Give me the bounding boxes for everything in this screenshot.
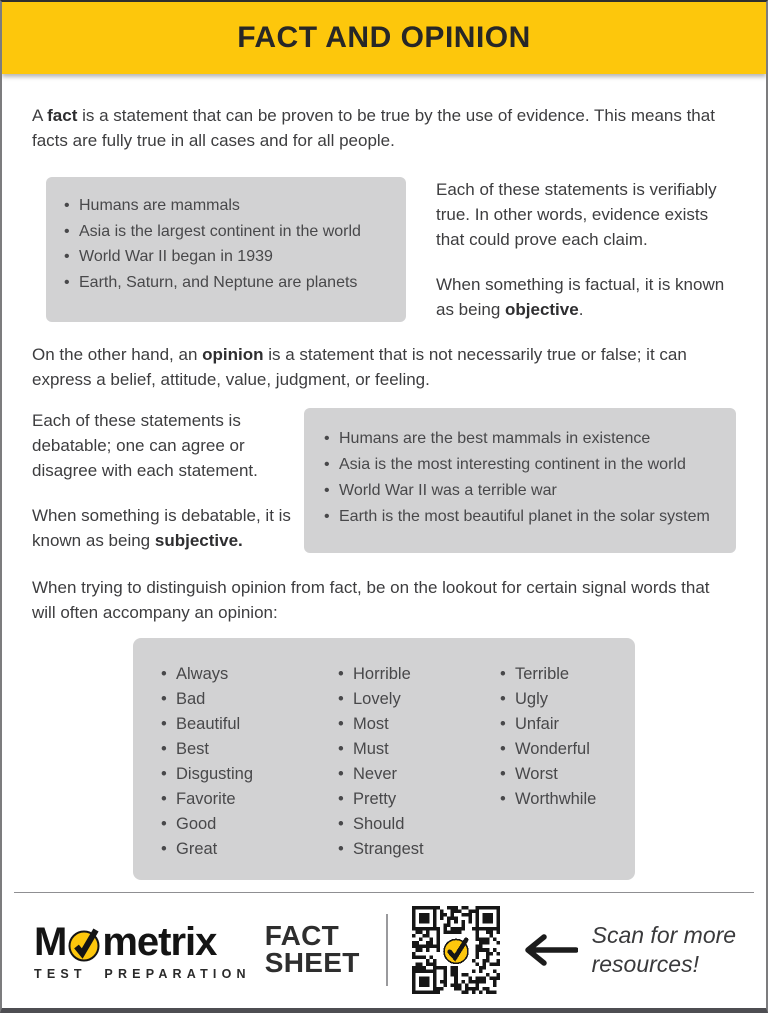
list-item: • Wonderful <box>500 737 635 762</box>
title-banner <box>2 2 766 74</box>
spacer <box>436 252 736 272</box>
list-item: • Humans are mammals <box>64 193 396 219</box>
brand-prefix: M <box>34 919 67 964</box>
list-item: • Must <box>338 737 500 762</box>
list-item: • Disgusting <box>161 762 338 787</box>
fact-aside-paragraph-1: Each of these statements is verifiably true. In other words, evidence exists that could prove each claim. <box>436 180 717 249</box>
subjective-pre: When something is debatable, it is known as being <box>32 506 291 550</box>
brand-tagline: TEST PREPARATION <box>34 966 251 981</box>
list-item: • Asia is the most interesting continent in the world <box>324 452 728 478</box>
signal-words-column-1 <box>161 662 338 862</box>
list-item: • Earth is the most beautiful planet in the solar system <box>324 504 728 530</box>
fact-definition-pre: A <box>32 106 48 125</box>
opinion-examples-row <box>32 408 736 553</box>
mometrix-check-circle-icon <box>67 920 101 964</box>
page-title: FACT AND OPINION <box>237 21 531 54</box>
signal-words-paragraph: When trying to distinguish opinion from fact, be on the lookout for certain signal words that will often accompany an opinion: <box>32 578 710 622</box>
fact-sheet-label <box>264 920 360 978</box>
list-item: • Great <box>161 837 338 862</box>
opinion-aside-column <box>32 408 298 553</box>
list-item: • Lovely <box>338 687 500 712</box>
scan-caption-line-1: Scan for more <box>591 922 737 948</box>
opinion-examples-list <box>324 426 728 530</box>
list-item: • World War II began in 1939 <box>64 244 396 270</box>
list-item: • Never <box>338 762 500 787</box>
opinion-definition-paragraph <box>32 342 736 392</box>
list-item: • Most <box>338 712 500 737</box>
fact-examples-list <box>64 193 396 295</box>
qr-code <box>412 906 500 994</box>
scan-caption <box>592 921 736 979</box>
mometrix-wordmark <box>34 920 251 964</box>
brand-suffix: metrix <box>102 919 217 964</box>
opinion-examples-box <box>304 408 736 553</box>
list-item: • Should <box>338 812 500 837</box>
scan-caption-line-2: resources! <box>591 951 699 977</box>
main-content <box>2 103 766 880</box>
signal-words-column-2 <box>338 662 500 862</box>
opinion-keyword: opinion <box>202 345 264 364</box>
list-item: • Favorite <box>161 787 338 812</box>
list-item: • Always <box>161 662 338 687</box>
list-item: • Best <box>161 737 338 762</box>
list-item: • Good <box>161 812 338 837</box>
list-item: • World War II was a terrible war <box>324 478 728 504</box>
list-item: • Bad <box>161 687 338 712</box>
objective-pre: When something is factual, it is known as being <box>436 275 725 319</box>
list-item: • Worst <box>500 762 635 787</box>
subjective-keyword: subjective. <box>154 531 243 550</box>
list-item: • Worthwhile <box>500 787 635 812</box>
list-item: • Beautiful <box>161 712 338 737</box>
list-item: • Strangest <box>338 837 500 862</box>
fact-sheet-line-2: SHEET <box>264 947 360 978</box>
fact-aside-column <box>436 177 736 322</box>
fact-examples-row <box>32 177 736 322</box>
list-item: • Unfair <box>500 712 635 737</box>
objective-post: . <box>578 300 584 319</box>
opinion-definition-post: is a statement that is not necessarily true or false; it can express a belief, attitude, value, judgment, or feeling. <box>32 345 687 389</box>
signal-words-box <box>133 638 635 880</box>
footer-vertical-divider <box>386 914 388 986</box>
fact-aside-paragraph-2 <box>436 272 736 322</box>
mometrix-logo <box>34 920 251 981</box>
opinion-definition-pre: On the other hand, an <box>32 345 203 364</box>
fact-keyword: fact <box>47 106 78 125</box>
footer-row <box>2 893 766 994</box>
fact-definition-paragraph <box>32 103 736 153</box>
signal-words-column-3 <box>500 662 635 862</box>
fact-sheet-line-1: FACT <box>264 920 340 952</box>
fact-definition-post: is a statement that can be proven to be true by the use of evidence. This means that facts are fully true in all cases and for all people. <box>32 106 715 150</box>
objective-keyword: objective <box>505 300 579 319</box>
list-item: • Earth, Saturn, and Neptune are planets <box>64 270 396 296</box>
list-item: • Terrible <box>500 662 635 687</box>
footer <box>2 892 766 994</box>
list-item: • Pretty <box>338 787 500 812</box>
left-arrow-icon <box>516 932 578 968</box>
list-item: • Horrible <box>338 662 500 687</box>
list-item: • Ugly <box>500 687 635 712</box>
fact-examples-box <box>46 177 406 322</box>
spacer <box>32 483 298 503</box>
list-item: • Humans are the best mammals in existence <box>324 426 728 452</box>
opinion-aside-paragraph-2 <box>32 503 298 553</box>
list-item: • Asia is the largest continent in the world <box>64 219 396 245</box>
opinion-aside-paragraph-1: Each of these statements is debatable; one can agree or disagree with each statement. <box>32 411 258 480</box>
